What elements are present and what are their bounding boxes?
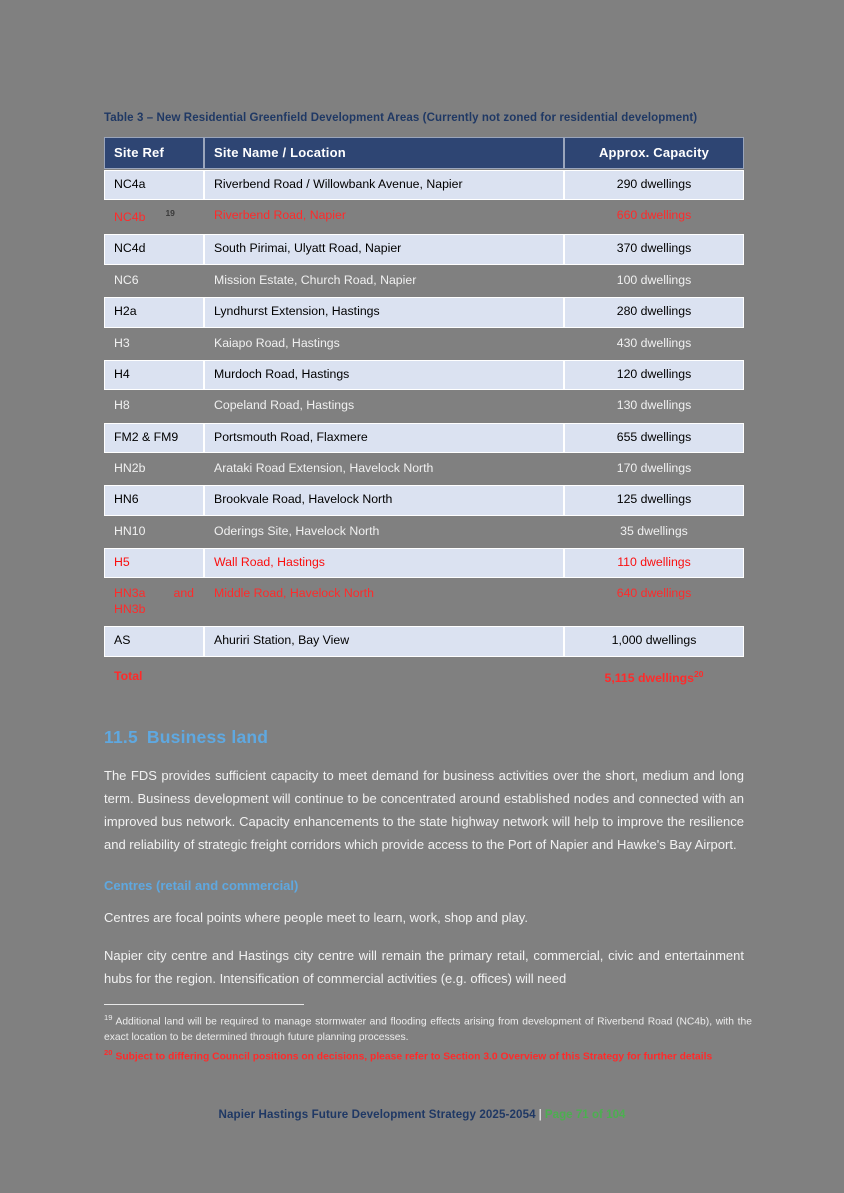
table-row	[104, 454, 744, 484]
cell-site-name: Oderings Site, Havelock North	[214, 523, 380, 538]
body-paragraph-2: Centres are focal points where people meet to learn, work, shop and play.	[104, 910, 528, 926]
footnotes-section	[104, 1004, 752, 1067]
footnote-item	[104, 1047, 752, 1065]
cell-site-ref: HN2b	[114, 461, 146, 475]
cell-site-name: Portsmouth Road, Flaxmere	[204, 423, 564, 453]
table-row	[104, 201, 744, 233]
cell-site-ref: NC6	[114, 272, 139, 287]
cell-site-name: Arataki Road Extension, Havelock North	[214, 461, 434, 475]
footnote-number: 19	[104, 1013, 113, 1022]
cell-capacity: 100 dwellings	[616, 272, 692, 287]
cell-capacity: 290 dwellings	[564, 170, 744, 200]
table-body	[104, 170, 744, 694]
footnote-marker: 20	[694, 668, 704, 679]
cell-site-ref: HN10	[114, 523, 146, 538]
cell-site-ref: H4	[104, 360, 204, 390]
table-header-row	[104, 137, 744, 169]
cell-site-name: Mission Estate, Church Road, Napier	[214, 272, 417, 287]
cell-capacity: 110 dwellings	[564, 548, 744, 578]
cell-site-name: Kaiapo Road, Hastings	[214, 335, 340, 350]
cell-site-ref: AS	[104, 626, 204, 656]
cell-site-name: Lyndhurst Extension, Hastings	[204, 297, 564, 327]
cell-total-label: Total	[114, 668, 143, 683]
cell-capacity: 35 dwellings	[620, 523, 688, 538]
table-row	[104, 266, 744, 296]
table-row	[104, 360, 744, 390]
cell-site-ref: H8	[114, 398, 130, 413]
table-row	[104, 391, 744, 421]
column-header-site-ref: Site Ref	[104, 137, 204, 169]
table-total-row	[104, 658, 744, 694]
greenfield-development-table	[104, 136, 744, 695]
cell-site-name: Riverbend Road, Napier	[214, 208, 346, 223]
table-row	[104, 579, 744, 625]
body-paragraph-1: The FDS provides sufficient capacity to meet demand for business activities over the short, medium and long term. Business development will continue to be concentrated around established nodes and connected with an improved bus network. Capacity enhancements to the state highway network will help to improve the resilience and reliability of strategic freight corridors which provide access to the Port of Napier and Hawke's Bay Airport.	[104, 767, 744, 853]
table-row	[104, 234, 744, 264]
cell-site-ref: HN3a and HN3b	[114, 586, 194, 616]
cell-capacity: 280 dwellings	[564, 297, 744, 327]
table-row	[104, 517, 744, 547]
cell-site-ref: NC4d	[104, 234, 204, 264]
table-row	[104, 548, 744, 578]
cell-site-name: Wall Road, Hastings	[204, 548, 564, 578]
table-row	[104, 626, 744, 656]
section-number: 11.5	[104, 726, 138, 747]
table-row	[104, 329, 744, 359]
cell-site-ref: NC4a	[104, 170, 204, 200]
cell-capacity: 640 dwellings	[616, 586, 692, 601]
cell-site-name: Murdoch Road, Hastings	[204, 360, 564, 390]
cell-site-ref: H2a	[104, 297, 204, 327]
footer-divider: |	[538, 1108, 542, 1121]
body-paragraph-3: Napier city centre and Hastings city centre will remain the primary retail, commercial, civic and entertainment hubs for the region. Intensification of commercial activities (e.g. offices) will need	[104, 947, 744, 986]
cell-capacity: 170 dwellings	[616, 461, 692, 475]
footnote-marker: 19	[165, 208, 175, 219]
cell-capacity: 660 dwellings	[616, 208, 692, 223]
cell-site-name: Brookvale Road, Havelock North	[204, 485, 564, 515]
cell-site-name: Riverbend Road / Willowbank Avenue, Napier	[204, 170, 564, 200]
footnote-separator-rule	[104, 1004, 304, 1005]
cell-site-ref: HN6	[104, 485, 204, 515]
cell-site-name: Middle Road, Havelock North	[214, 586, 374, 601]
cell-capacity: 130 dwellings	[616, 398, 692, 413]
cell-site-ref: H3	[114, 335, 130, 350]
footnote-text: Additional land will be required to manage stormwater and flooding effects arising from development of Riverbend Road (NC4b), with the exact location to be determined through future planning processes.	[104, 1016, 752, 1043]
cell-capacity: 655 dwellings	[564, 423, 744, 453]
table-row	[104, 423, 744, 453]
cell-capacity: 1,000 dwellings	[564, 626, 744, 656]
footnote-item	[104, 1012, 752, 1045]
cell-site-name: Ahuriri Station, Bay View	[204, 626, 564, 656]
cell-capacity: 430 dwellings	[616, 335, 692, 350]
footnote-text: Subject to differing Council positions on decisions, please refer to Section 3.0 Overview of this Strategy for further details	[115, 1051, 713, 1063]
section-title: Business land	[146, 726, 269, 747]
table-caption: Table 3 – New Residential Greenfield Development Areas (Currently not zoned for residential development)	[104, 112, 698, 124]
cell-total-capacity: 5,115 dwellings$^{20}$	[604, 668, 704, 685]
cell-capacity: 370 dwellings	[564, 234, 744, 264]
footer-page-number: Page 71 of 104	[544, 1108, 626, 1121]
column-header-capacity: Approx. Capacity	[564, 137, 744, 169]
cell-site-name: South Pirimai, Ulyatt Road, Napier	[204, 234, 564, 264]
page-footer	[0, 1108, 844, 1121]
page-content	[104, 110, 744, 990]
cell-site-ref: FM2 & FM9	[104, 423, 204, 453]
cell-site-name: Copeland Road, Hastings	[214, 398, 355, 413]
cell-capacity: 125 dwellings	[564, 485, 744, 515]
cell-site-ref: H5	[104, 548, 204, 578]
cell-total-spacer	[204, 658, 564, 694]
table-row	[104, 297, 744, 327]
column-header-site-name: Site Name / Location	[204, 137, 564, 169]
subsection-heading: Centres (retail and commercial)	[104, 878, 299, 894]
table-header	[104, 137, 744, 169]
table-row	[104, 170, 744, 200]
section-heading	[104, 727, 744, 748]
cell-capacity: 120 dwellings	[564, 360, 744, 390]
footnote-list	[104, 1012, 752, 1065]
table-row	[104, 485, 744, 515]
cell-site-ref: NC4b $^{19}$	[114, 208, 175, 225]
footer-document-title: Napier Hastings Future Development Strategy 2025-2054	[218, 1108, 536, 1121]
footnote-number: 20	[104, 1048, 113, 1058]
